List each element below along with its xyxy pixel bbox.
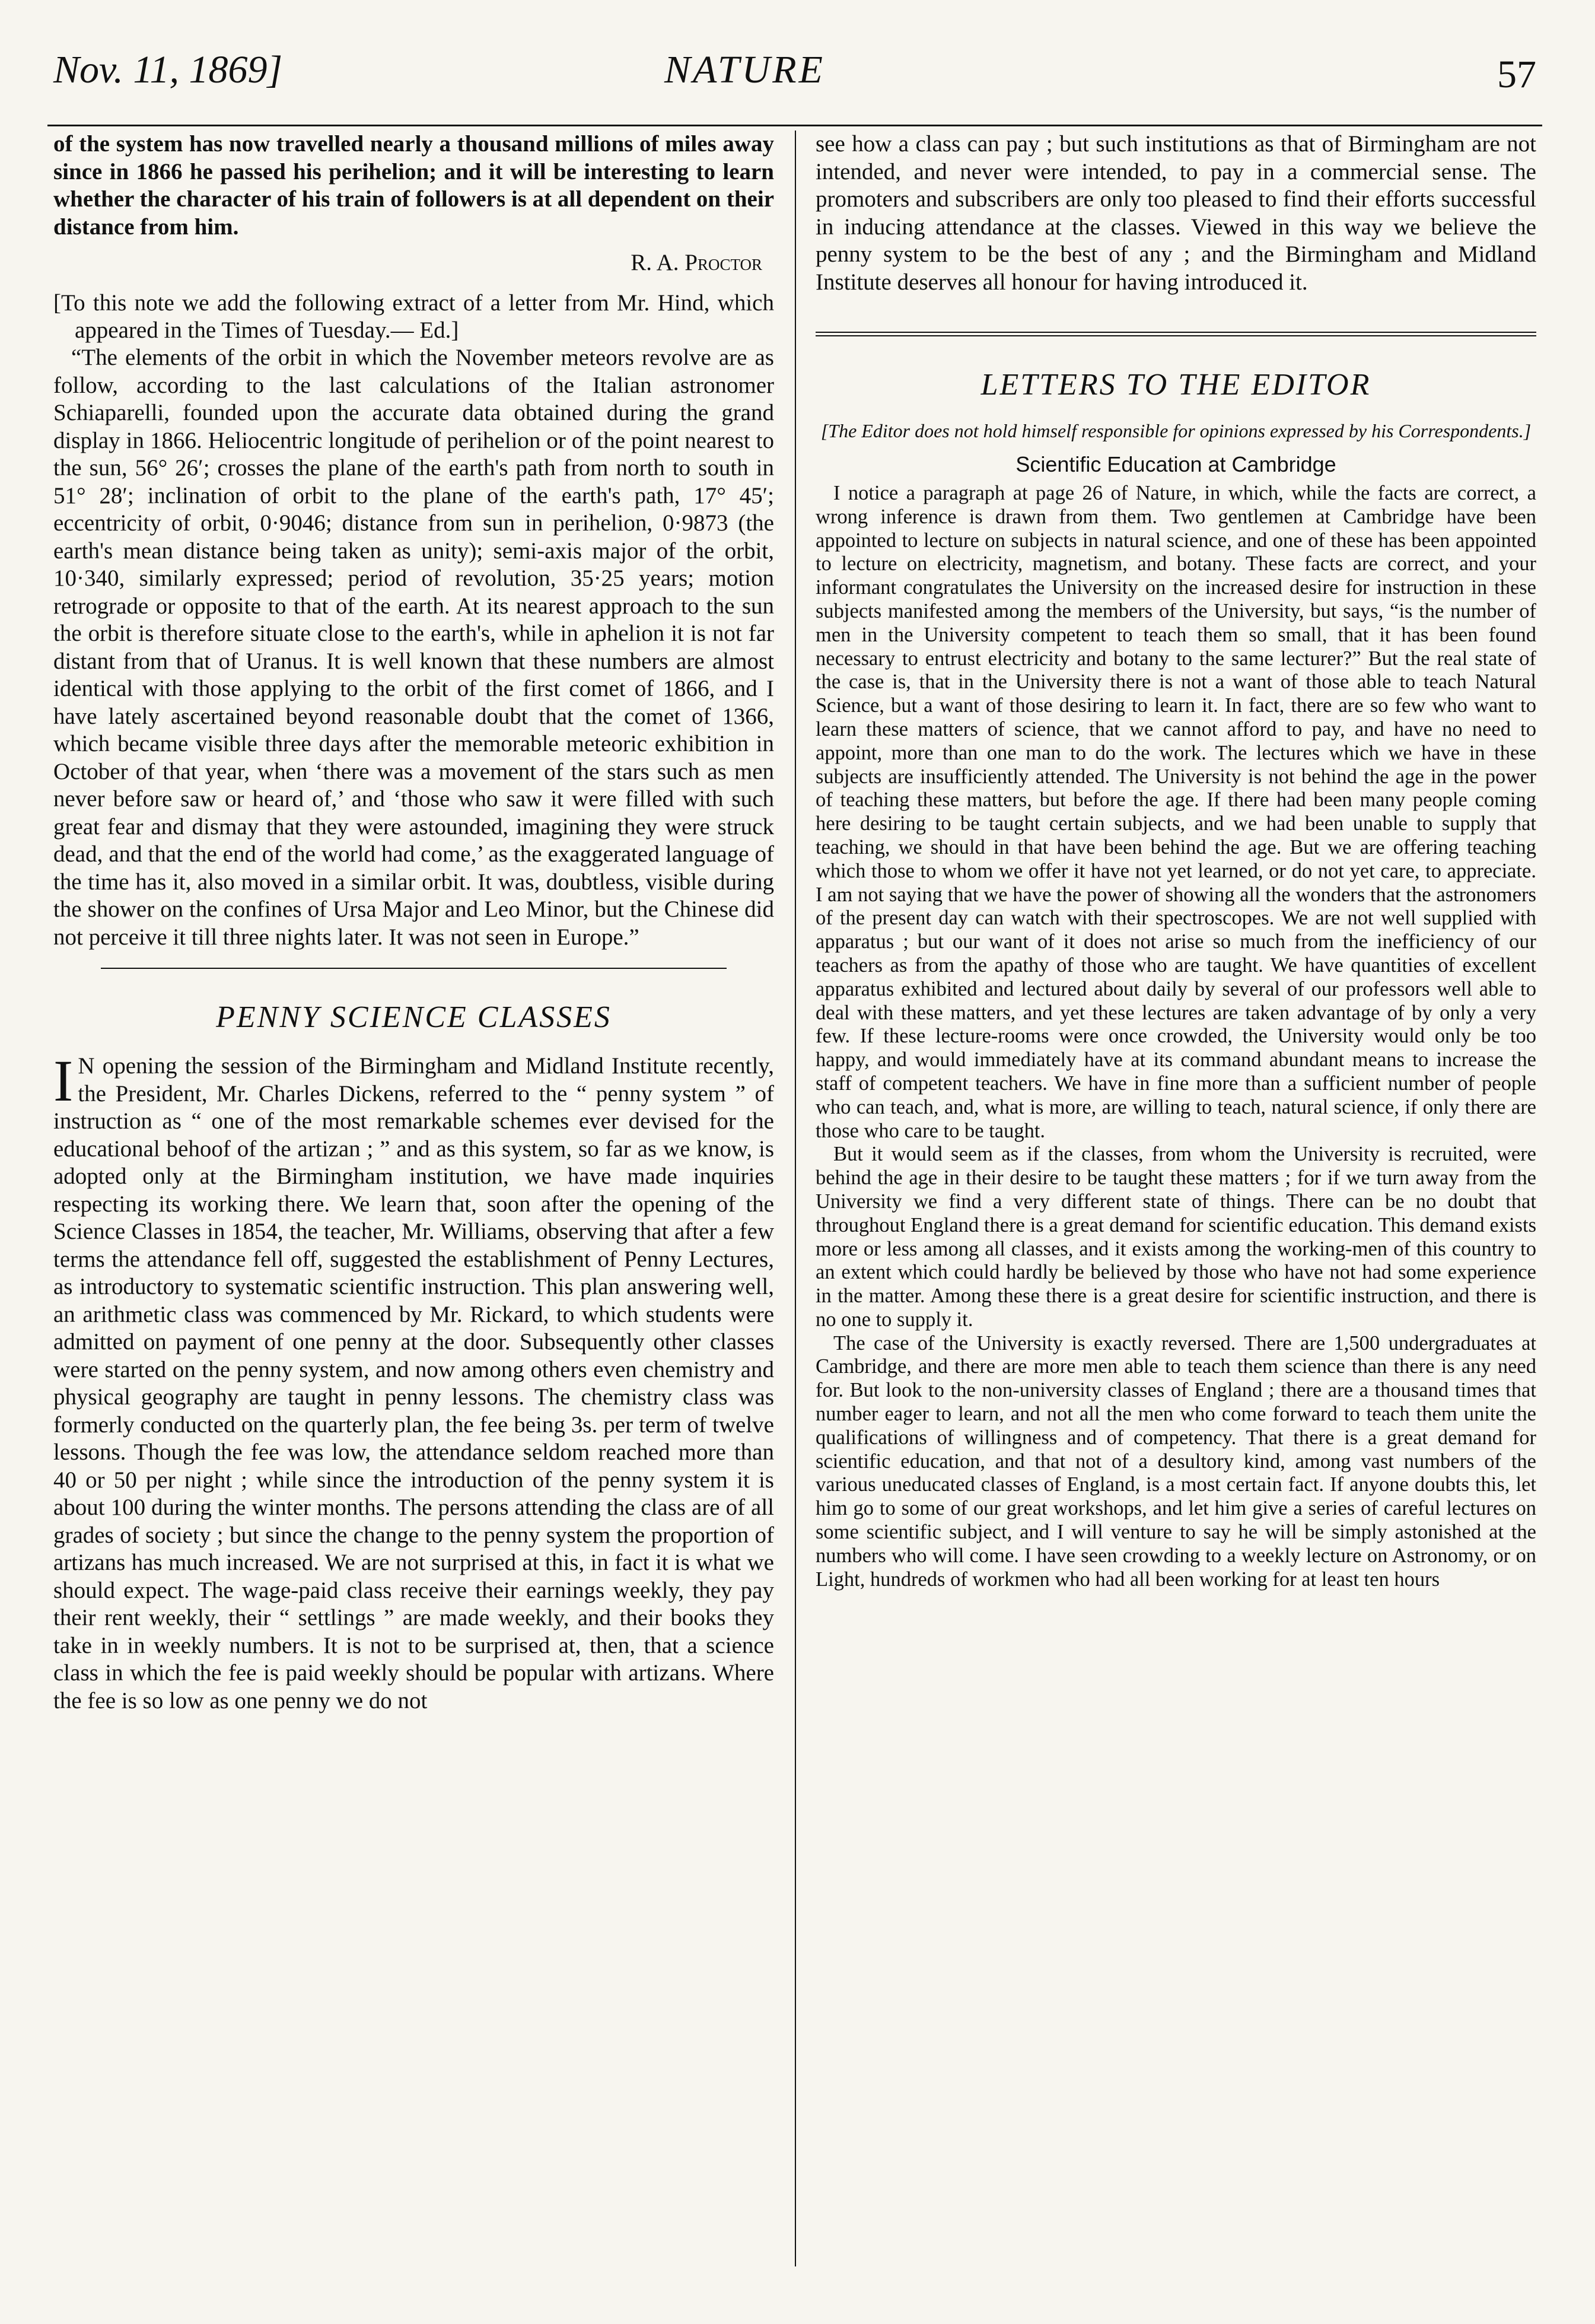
proctor-paragraph: of the system has now travelled nearly a thousand millions of miles away since in 1866 he passed his perihelion; and it will be interesting to learn whether the character of his train of followers is at all dependent on their distance from him. [53,131,774,240]
letter-title: Scientific Education at Cambridge [1015,452,1336,476]
editor-note: [To this note we add the following extract of a letter from Mr. Hind, which appeared in the Times of Tuesday.— Ed.] [53,290,774,343]
page-header [47,42,1542,107]
letter-paragraph-3: The case of the University is exactly reversed. There are 1,500 undergraduates at Cambridge, and there are more men able to teach them science than there is any need for. But look to the non-university classes of England ; there are a thousand times that number eager to learn, and not all the men who come forward to teach them unite the qualifications of willingness and of competency. That there is a great demand for scientific education, and that not of a desultory kind, among vast numbers of the various uneducated classes of England, is a most certain fact. If anyone doubts this, let him go to some of our great workshops, and let him give a series of careful lectures on some scientific subject, and I will venture to say he will be simply astonished at the numbers who will come. I have seen crowding to a weekly lecture on Astronomy, or on Light, hundreds of workmen who had all been working for at least ten hours [816,1331,1536,1591]
page-number: 57 [1497,53,1536,96]
section-title-penny: PENNY SCIENCE CLASSES [216,1000,612,1034]
penny-continued: see how a class can pay ; but such institutions as that of Birmingham are not intended, and never were intended, to pay in a commercial sense. The promoters and subscribers are only too pleased to find their efforts successful in inducing attendance at the classes. Viewed in this way we believe the penny system to be the best of any ; and the Birmingham and Midland Institute deserves all honour for having introduced it. [816,131,1536,295]
hind-quote: “The elements of the orbit in which the November meteors revolve are as follow, according to the last calculations of the Italian astronomer Schiaparelli, founded upon the accurate data obtained during the grand display in 1866. Heliocentric longitude of perihelion or of the point nearest to the sun, 56° 26′; crosses the plane of the earth's path from north to south in 51° 28′; inclination of orbit to the plane of the earth's path, 17° 45′; eccentricity of orbit, 0·9046; distance from sun in perihelion, 0·9873 (the earth's mean distance being taken as unity); semi-axis major of the orbit, 10·340, similarly expressed; period of revolution, 35·25 years; motion retrograde or opposite to that of the earth. At its nearest approach to the sun the orbit is therefore situate close to the earth's, while in aphelion it is not far distant from that of Uranus. It is well known that these numbers are almost identical with those applying to the orbit of the first comet of 1866, and I have lately ascertained beyond reasonable doubt that the comet of 1366, which became visible three days after the memorable meteoric exhibition in October of that year, when ‘there was a movement of the stars such as men never before saw or heard of,’ and ‘those who saw it were filled with such great fear and dismay that they were astounded, imagining they were struck dead, and that the end of the world had come,’ as the exaggerated language of the time has it, also moved in a similar orbit. It was, doubtless, visible during the shower on the confines of Ursa Major and Leo Minor, but the Chinese did not perceive it till three nights later. It was not seen in Europe.” [53,345,774,950]
section-title-letters: LETTERS TO THE EDITOR [980,368,1371,402]
penny-text: N opening the session of the Birmingham and Midland Institute recently, the President, Mr. Charles Dickens, referred to the “ penny system ” of instruction as “ one of the most remarkable schemes ever devised for the educational behoof of the artizan ; ” and as this system, so far as we know, is adopted only at the Birmingham institution, we have made inquiries respecting its working there. We learn that, soon after the opening of the Science Classes in 1854, the teacher, Mr. Williams, observing that after a few terms the attendance fell off, suggested the establishment of Penny Lectures, as introductory to systematic scientific instruction. This plan answering well, an arithmetic class was commenced by Mr. Rickard, to which students were admitted on payment of one penny at the door. Subsequently other classes were started on the penny system, and now among others even chemistry and physical geography are taught in penny lessons. The chemistry class was formerly conducted on the quarterly plan, the fee being 3s. per term of twelve lessons. Though the fee was low, the attendance seldom reached more than 40 or 50 per night ; while since the introduction of the penny system it is about 100 during the winter months. The persons attending the class are of all grades of society ; but since the change to the penny system the proportion of artizans has much increased. We are not surprised at this, in fact it is what we should expect. The wage-paid class receive their earnings weekly, they pay their rent weekly, their “ settlings ” are made weekly, and their books they take in in weekly numbers. It is not to be surprised at, then, that a science class in which the fee is paid weekly should be popular with artizans. Where the fee is so low as one penny we do not [53,1053,774,1713]
letter-paragraph-1: I notice a paragraph at page 26 of Nature, in which, while the facts are correct, a wrong inference is drawn from them. Two gentlemen at Cambridge have been appointed to lecture on subjects in natural science, and one of these has been appointed to lecture on electricity, magnetism, and botany. These facts are correct, and your informant congratulates the University on the increased desire for instruction in these subjects manifested among the members of the University, but says, “is the number of men in the University competent to teach them so small, that it has been found necessary to entrust electricity and botany to the same lecturer?” But the real state of the case is, that in the University there is not a want of those able to teach Natural Science, but a want of those desiring to learn it. In fact, there are so few who want to learn these matters of science, that we cannot afford to pay, and have no need to appoint, more than one man to do the work. The lectures which we have in these subjects are insufficiently attended. The University is not behind the age in the power of teaching these matters, but before the age. If there had been many people coming here desiring to be taught certain subjects, and we had been unable to supply that teaching, we should in that have been behind the age. But we are offering teaching which those to whom we offer it have not yet learned, or do not yet care, to appreciate. I am not saying that we have the power of showing all the wonders that the astronomers of the present day can watch with their spectroscopes. We are not well supplied with apparatus ; but our want of it does not arise so much from the inefficiency of our teachers as from the apathy of those who are taught. We have quantities of excellent apparatus exhibited and lectured about daily by several of our professors well able to deal with these matters, and yet these lectures are taken advantage of by only a very few. If these lecture-rooms were once crowded, the University would only be too happy, and would immediately have at its command abundant means to increase the staff of competent teachers. We have in fine more than a sufficient number of people who can teach, and, what is more, are willing to teach, natural science, if only there are those who care to be taught. [816,482,1536,1142]
header-rule [47,125,1542,126]
journal-page [47,42,1542,2296]
author-signature: R. A. Proctor [631,250,762,275]
penny-paragraph [53,1048,774,1715]
letter-paragraph-2: But it would seem as if the classes, from whom the University is recruited, were behind the age in their desire to be taught these matters ; for if we turn away from the University we find a very different state of things. There can be no doubt that throughout England there is a great demand for scientific education. This demand exists more or less among all classes, and it exists among the working-men of this country to an extent which could hardly be believed by those who have not had some experience in the matter. Among these there is a great desire for scientific instruction, and there is no one to supply it. [816,1143,1536,1331]
left-column [53,131,774,1715]
right-column [816,131,1536,1591]
issue-date: Nov. 11, 1869] [53,48,283,91]
editor-disclaimer: [The Editor does not hold himself responsible for opinions expressed by his Correspondents.] [820,420,1532,441]
double-rule [816,332,1536,336]
journal-title: NATURE [664,48,825,91]
drop-cap: I [53,1048,74,1114]
column-divider [795,131,796,2266]
section-rule [101,968,727,969]
